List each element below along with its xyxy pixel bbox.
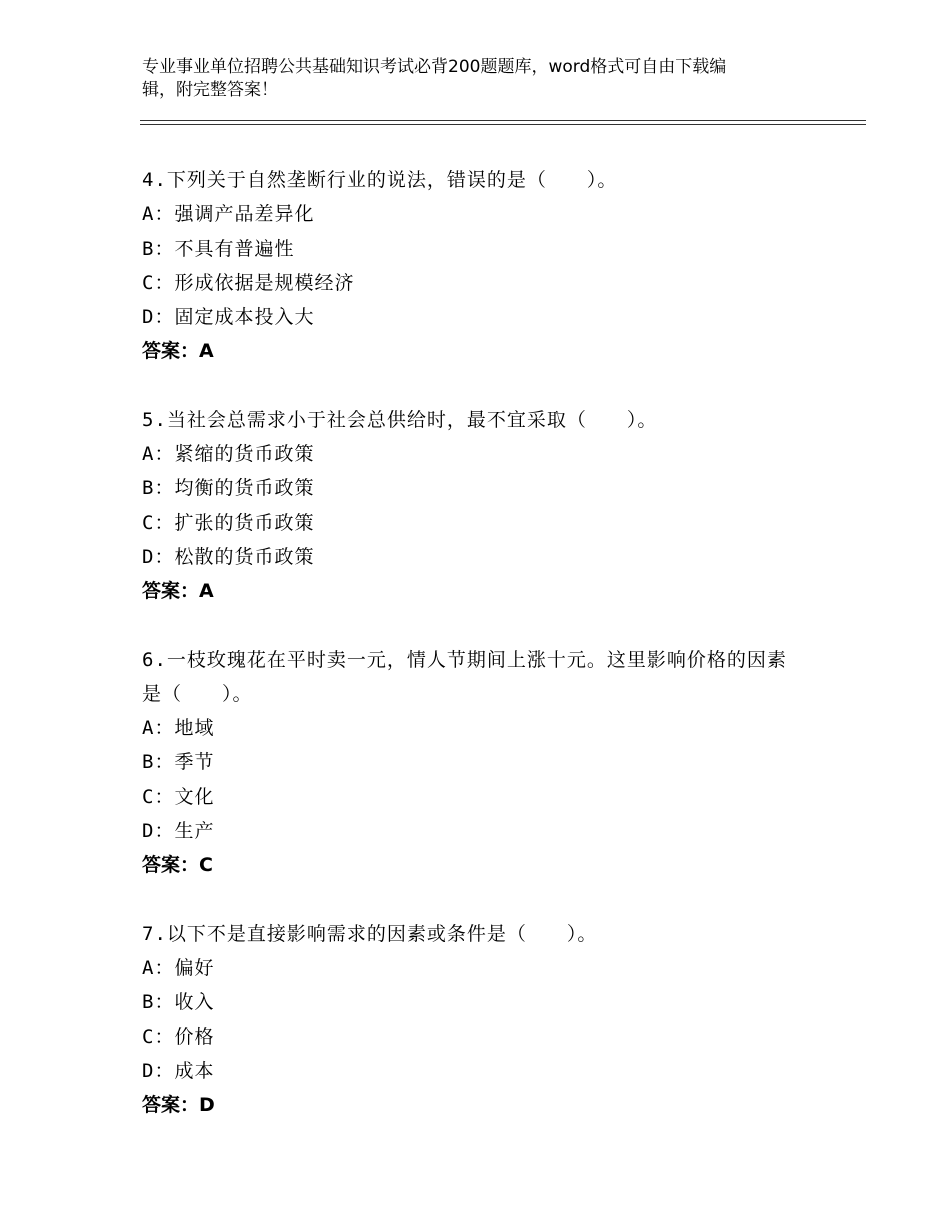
option-a: A：偏好 [142, 956, 215, 979]
question-7 [142, 917, 842, 1123]
question-6 [142, 643, 842, 883]
question-stem: 7.以下不是直接影响需求的因素或条件是（ ）。 [142, 922, 598, 945]
option-b: B：季节 [142, 751, 215, 774]
answer: 答案：A [142, 340, 214, 363]
question-5 [142, 403, 842, 609]
option-c: C：形成依据是规模经济 [142, 271, 355, 294]
option-a: A：地域 [142, 717, 215, 740]
question-stem: 6.一枝玫瑰花在平时卖一元，情人节期间上涨十元。这里影响价格的因素是（ ）。 [142, 648, 787, 705]
option-b: B：均衡的货币政策 [142, 477, 315, 500]
option-b: B：不具有普遍性 [142, 237, 295, 260]
option-c: C：扩张的货币政策 [142, 511, 315, 534]
header-line-2: 辑，附完整答案！ [142, 80, 278, 100]
option-a: A：紧缩的货币政策 [142, 443, 315, 466]
option-d: D：成本 [142, 1059, 215, 1082]
option-c: C：价格 [142, 1025, 215, 1048]
question-stem: 5.当社会总需求小于社会总供给时，最不宜采取（ ）。 [142, 408, 658, 431]
answer: 答案：D [142, 1094, 215, 1117]
option-b: B：收入 [142, 991, 215, 1014]
question-stem: 4.下列关于自然垄断行业的说法，错误的是（ ）。 [142, 169, 618, 191]
option-a: A：强调产品差异化 [142, 203, 315, 226]
header-line-1: 专业事业单位招聘公共基础知识考试必背200题题库，word格式可自由下载编 [142, 57, 727, 77]
answer: 答案：C [142, 854, 213, 877]
option-c: C：文化 [142, 785, 215, 808]
question-4 [142, 163, 842, 369]
answer: 答案：A [142, 580, 214, 603]
option-d: D：固定成本投入大 [142, 306, 315, 329]
option-d: D：生产 [142, 820, 215, 843]
document-header [142, 56, 792, 102]
option-d: D：松散的货币政策 [142, 545, 315, 568]
header-divider [140, 120, 866, 125]
question-list [142, 163, 842, 1156]
